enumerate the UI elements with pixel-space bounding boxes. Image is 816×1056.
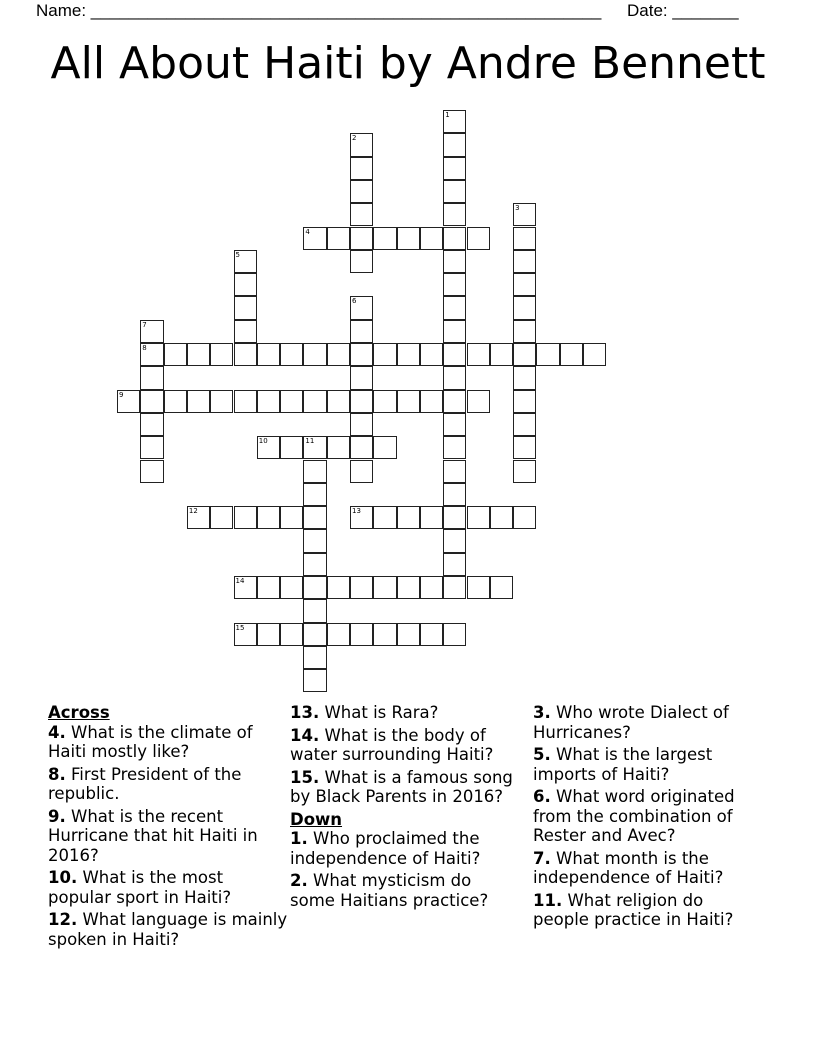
clue-item (48, 868, 288, 907)
grid-cell[interactable] (443, 553, 466, 576)
grid-cell[interactable] (583, 343, 606, 366)
grid-cell[interactable] (513, 436, 536, 459)
grid-cell[interactable] (350, 623, 373, 646)
clue-item (290, 768, 515, 807)
grid-cell[interactable] (467, 343, 490, 366)
grid-cell[interactable] (327, 390, 350, 413)
grid-cell[interactable] (513, 227, 536, 250)
grid-cell[interactable] (234, 623, 257, 646)
clue-item (290, 703, 515, 723)
grid-cell[interactable] (467, 227, 490, 250)
down-clues-col3 (533, 703, 758, 933)
grid-cell[interactable] (536, 343, 559, 366)
grid-cell[interactable] (350, 460, 373, 483)
grid-cell[interactable] (303, 227, 326, 250)
grid-cell[interactable] (257, 436, 280, 459)
clue-num: 2. (290, 871, 308, 890)
grid-cell[interactable] (303, 669, 326, 692)
grid-cell[interactable] (513, 273, 536, 296)
grid-cell[interactable] (350, 576, 373, 599)
grid-cell[interactable] (280, 623, 303, 646)
grid-cell[interactable] (140, 320, 163, 343)
clue-number: 9 (119, 390, 124, 399)
grid-cell[interactable] (234, 320, 257, 343)
clue-text: What is the climate of Haiti mostly like? (48, 722, 253, 761)
grid-cell[interactable] (513, 413, 536, 436)
clue-num: 9. (48, 806, 66, 826)
grid-cell[interactable] (397, 390, 420, 413)
grid-cell[interactable] (373, 436, 396, 459)
clues-col2 (290, 703, 515, 913)
grid-cell[interactable] (280, 343, 303, 366)
grid-cell[interactable] (443, 133, 466, 156)
grid-cell[interactable] (280, 576, 303, 599)
grid-cell[interactable] (397, 623, 420, 646)
grid-cell[interactable] (140, 366, 163, 389)
clue-num: 10. (48, 868, 78, 887)
grid-cell[interactable] (443, 483, 466, 506)
grid-cell[interactable] (257, 576, 280, 599)
grid-cell[interactable] (443, 413, 466, 436)
grid-cell[interactable] (443, 203, 466, 226)
grid-cell[interactable] (443, 343, 466, 366)
clue-text: Who wrote Dialect of Hurricanes? (533, 703, 729, 742)
grid-cell[interactable] (164, 390, 187, 413)
grid-cell[interactable] (443, 576, 466, 599)
grid-cell[interactable] (397, 506, 420, 529)
grid-cell[interactable] (397, 576, 420, 599)
grid-cell[interactable] (513, 250, 536, 273)
clue-number: 4 (305, 227, 310, 236)
clue-num: 8. (48, 764, 66, 784)
grid-cell[interactable] (467, 576, 490, 599)
clue-number: 7 (142, 320, 147, 329)
grid-cell[interactable] (373, 227, 396, 250)
clue-number: 15 (235, 623, 245, 632)
grid-cell[interactable] (303, 506, 326, 529)
grid-cell[interactable] (303, 646, 326, 669)
grid-cell[interactable] (187, 506, 210, 529)
grid-cell[interactable] (280, 436, 303, 459)
grid-cell[interactable] (350, 320, 373, 343)
grid-cell[interactable] (350, 250, 373, 273)
grid-cell[interactable] (443, 227, 466, 250)
grid-cell[interactable] (303, 576, 326, 599)
grid-cell[interactable] (257, 343, 280, 366)
grid-cell[interactable] (443, 366, 466, 389)
clue-text: What mysticism do some Haitians practice? (290, 871, 489, 910)
clue-num: 15. (290, 767, 320, 787)
grid-cell[interactable] (234, 576, 257, 599)
grid-cell[interactable] (513, 390, 536, 413)
grid-cell[interactable] (257, 506, 280, 529)
down-heading: Down (290, 809, 343, 829)
clue-num: 11. (533, 890, 563, 910)
grid-cell[interactable] (397, 227, 420, 250)
clue-number: 8 (142, 344, 147, 352)
grid-cell[interactable] (140, 413, 163, 436)
grid-cell[interactable] (443, 623, 466, 646)
clue-num: 14. (290, 725, 320, 745)
grid-cell[interactable] (513, 320, 536, 343)
grid-cell[interactable] (443, 180, 466, 203)
grid-cell[interactable] (234, 296, 257, 319)
grid-cell[interactable] (303, 343, 326, 366)
clue-number: 11 (305, 437, 315, 446)
clue-item (533, 891, 758, 930)
grid-cell[interactable] (303, 529, 326, 552)
clue-item (533, 787, 758, 846)
grid-cell[interactable] (257, 623, 280, 646)
grid-cell[interactable] (327, 436, 350, 459)
grid-cell[interactable] (373, 623, 396, 646)
grid-cell[interactable] (303, 460, 326, 483)
grid-cell[interactable] (513, 296, 536, 319)
clue-num: 12. (48, 910, 78, 929)
clue-num: 7. (533, 848, 551, 868)
grid-cell[interactable] (280, 506, 303, 529)
grid-cell[interactable] (443, 390, 466, 413)
clue-text: What is Rara? (324, 703, 439, 722)
clue-text: What religion do people practice in Haiti? (533, 890, 734, 929)
clue-num: 6. (533, 787, 551, 806)
across-heading: Across (48, 703, 110, 722)
clue-text: What is the recent Hurricane that hit Haiti in 2016? (48, 806, 258, 865)
grid-cell[interactable] (234, 250, 257, 273)
grid-cell[interactable] (350, 413, 373, 436)
grid-cell[interactable] (327, 227, 350, 250)
clue-text: Who proclaimed the independence of Haiti? (290, 829, 481, 868)
clue-item (290, 726, 515, 765)
grid-cell[interactable] (303, 553, 326, 576)
name-field[interactable]: Name: ______________________________________________________ (36, 1, 602, 20)
grid-cell[interactable] (373, 390, 396, 413)
grid-cell[interactable] (350, 296, 373, 319)
grid-cell[interactable] (303, 436, 326, 459)
grid-cell[interactable] (350, 436, 373, 459)
clue-number: 5 (235, 250, 240, 259)
clue-item (48, 807, 288, 866)
clue-item (533, 703, 758, 742)
grid-cell[interactable] (490, 343, 513, 366)
grid-cell[interactable] (513, 366, 536, 389)
clue-item (48, 765, 288, 804)
clue-text: What is the body of water surrounding Haiti? (290, 725, 494, 764)
grid-cell[interactable] (140, 343, 163, 366)
clue-text: What language is mainly spoken in Haiti? (48, 910, 288, 949)
grid-cell[interactable] (420, 343, 443, 366)
grid-cell[interactable] (443, 273, 466, 296)
clue-item (290, 871, 515, 910)
grid-cell[interactable] (513, 343, 536, 366)
grid-cell[interactable] (327, 623, 350, 646)
clue-item (48, 723, 288, 762)
clue-text: What is the largest imports of Haiti? (533, 745, 713, 784)
grid-cell[interactable] (350, 343, 373, 366)
date-field[interactable]: Date: _______ (627, 1, 739, 20)
across-clues-col1 (48, 703, 288, 952)
grid-cell[interactable] (373, 506, 396, 529)
grid-cell[interactable] (467, 390, 490, 413)
clue-num: 13. (290, 703, 320, 722)
grid-cell[interactable] (303, 483, 326, 506)
clue-number: 6 (352, 297, 357, 306)
grid-cell[interactable] (490, 506, 513, 529)
grid-cell[interactable] (420, 390, 443, 413)
clue-item (533, 745, 758, 784)
grid-cell[interactable] (327, 576, 350, 599)
clue-item (533, 849, 758, 888)
grid-cell[interactable] (420, 506, 443, 529)
grid-cell[interactable] (140, 460, 163, 483)
clue-text: What word originated from the combination of Rester and Avec? (533, 787, 735, 845)
grid-cell[interactable] (210, 343, 233, 366)
grid-cell[interactable] (327, 343, 350, 366)
clue-number: 2 (352, 134, 357, 143)
grid-cell[interactable] (350, 203, 373, 226)
grid-cell[interactable] (350, 133, 373, 156)
grid-cell[interactable] (210, 390, 233, 413)
grid-cell[interactable] (350, 227, 373, 250)
grid-cell[interactable] (513, 460, 536, 483)
grid-cell[interactable] (443, 506, 466, 529)
grid-cell[interactable] (467, 506, 490, 529)
grid-cell[interactable] (350, 390, 373, 413)
grid-cell[interactable] (280, 390, 303, 413)
grid-cell[interactable] (373, 576, 396, 599)
clue-text: What is the most popular sport in Haiti? (48, 868, 232, 907)
grid-cell[interactable] (443, 460, 466, 483)
grid-cell[interactable] (373, 343, 396, 366)
grid-cell[interactable] (257, 390, 280, 413)
grid-cell[interactable] (420, 227, 443, 250)
grid-cell[interactable] (140, 436, 163, 459)
grid-cell[interactable] (443, 110, 466, 133)
clue-num: 3. (533, 703, 551, 722)
grid-cell[interactable] (140, 390, 163, 413)
clue-item (48, 910, 288, 949)
clue-num: 4. (48, 722, 66, 742)
clue-num: 1. (290, 829, 308, 848)
clue-number: 3 (515, 204, 520, 213)
grid-cell[interactable] (187, 390, 210, 413)
grid-cell[interactable] (420, 576, 443, 599)
grid-cell[interactable] (350, 180, 373, 203)
grid-cell[interactable] (443, 529, 466, 552)
grid-cell[interactable] (560, 343, 583, 366)
grid-cell[interactable] (397, 343, 420, 366)
grid-cell[interactable] (443, 320, 466, 343)
clue-text: First President of the republic. (48, 764, 242, 803)
grid-cell[interactable] (210, 506, 233, 529)
grid-cell[interactable] (234, 343, 257, 366)
grid-cell[interactable] (443, 157, 466, 180)
clue-text: What is a famous song by Black Parents in 2016? (290, 767, 513, 806)
grid-cell[interactable] (303, 623, 326, 646)
page-title: All About Haiti by Andre Bennett (50, 38, 766, 89)
grid-cell[interactable] (513, 203, 536, 226)
grid-cell[interactable] (350, 506, 373, 529)
clue-num: 5. (533, 745, 551, 764)
grid-cell[interactable] (303, 599, 326, 622)
grid-cell[interactable] (303, 390, 326, 413)
grid-cell[interactable] (443, 250, 466, 273)
grid-cell[interactable] (234, 390, 257, 413)
clue-number: 1 (445, 111, 450, 119)
clue-number: 12 (188, 507, 198, 516)
grid-cell[interactable] (443, 296, 466, 319)
grid-cell[interactable] (490, 576, 513, 599)
grid-cell[interactable] (187, 343, 210, 366)
grid-cell[interactable] (350, 366, 373, 389)
clue-item (290, 829, 515, 868)
grid-cell[interactable] (513, 506, 536, 529)
grid-cell[interactable] (234, 506, 257, 529)
clue-number: 14 (235, 577, 245, 585)
grid-cell[interactable] (164, 343, 187, 366)
grid-cell[interactable] (420, 623, 443, 646)
grid-cell[interactable] (117, 390, 140, 413)
clue-number: 13 (352, 507, 361, 516)
grid-cell[interactable] (350, 157, 373, 180)
clue-number: 10 (258, 437, 268, 446)
grid-cell[interactable] (234, 273, 257, 296)
grid-cell[interactable] (443, 436, 466, 459)
clue-text: What month is the independence of Haiti? (533, 848, 724, 887)
